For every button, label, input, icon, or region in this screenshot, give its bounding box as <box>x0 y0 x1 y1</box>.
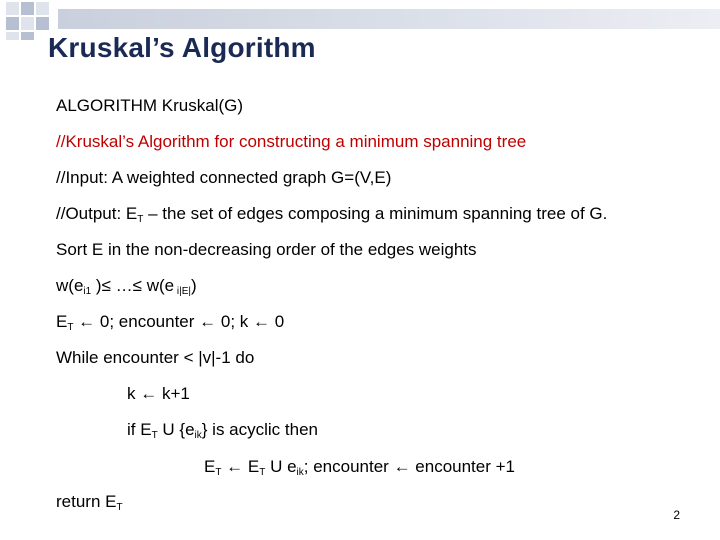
while-line <box>56 348 254 368</box>
subscript: T <box>215 467 222 478</box>
line-text: Sort E in the non-decreasing order of the edges weights <box>56 240 477 259</box>
slide-title: Kruskal’s Algorithm <box>48 32 316 63</box>
deco-square <box>36 2 49 15</box>
weights-line <box>56 276 197 296</box>
line-text: if E <box>127 420 152 439</box>
increment-line <box>127 384 190 404</box>
line-text: ALGORITHM Kruskal(G) <box>56 96 244 115</box>
algorithm-header <box>56 96 243 116</box>
line-text: E <box>204 457 216 476</box>
deco-square <box>6 2 19 15</box>
if-line <box>127 420 318 440</box>
line-text: While encounter < |v|-1 do <box>56 348 255 367</box>
line-text: //Output: E <box>56 204 138 223</box>
subscript: ik <box>296 467 304 478</box>
line-text: ← 0; encounter ← 0; k ← 0 <box>73 312 285 331</box>
line-text: //Input: A weighted connected graph G=(V,E) <box>56 168 392 187</box>
line-text: ← E <box>221 457 260 476</box>
line-text: U e <box>265 457 297 476</box>
header-bar <box>58 9 720 29</box>
init-line <box>56 312 284 332</box>
comment-line <box>56 132 526 152</box>
return-line <box>56 492 123 512</box>
deco-square <box>21 17 34 30</box>
line-text: ; encounter ← encounter +1 <box>303 457 516 476</box>
line-text: ) <box>190 276 197 295</box>
subscript: i1 <box>83 286 92 297</box>
page-number: 2 <box>673 508 680 522</box>
line-text: )≤ …≤ w(e <box>91 276 175 295</box>
input-line <box>56 168 391 188</box>
deco-square <box>6 32 19 40</box>
line-text: U {e <box>157 420 195 439</box>
output-line <box>56 204 607 224</box>
subscript: i|E| <box>174 286 191 297</box>
assign-line <box>204 457 515 477</box>
line-text: k ← k+1 <box>127 384 190 403</box>
subscript: T <box>116 502 123 513</box>
deco-square <box>6 17 19 30</box>
deco-square <box>36 17 49 30</box>
subscript: T <box>151 430 158 441</box>
line-text: return E <box>56 492 117 511</box>
line-text: //Kruskal’s Algorithm for constructing a minimum spanning tree <box>56 132 527 151</box>
subscript: T <box>137 214 144 225</box>
deco-square <box>21 32 34 40</box>
line-text: E <box>56 312 68 331</box>
sort-line <box>56 240 477 260</box>
line-text: } is acyclic then <box>201 420 318 439</box>
subscript: ik <box>194 430 202 441</box>
subscript: T <box>67 322 74 333</box>
subscript: T <box>259 467 266 478</box>
line-text: w(e <box>56 276 84 295</box>
line-text: – the set of edges composing a minimum spanning tree of G. <box>143 204 608 223</box>
deco-square <box>21 2 34 15</box>
